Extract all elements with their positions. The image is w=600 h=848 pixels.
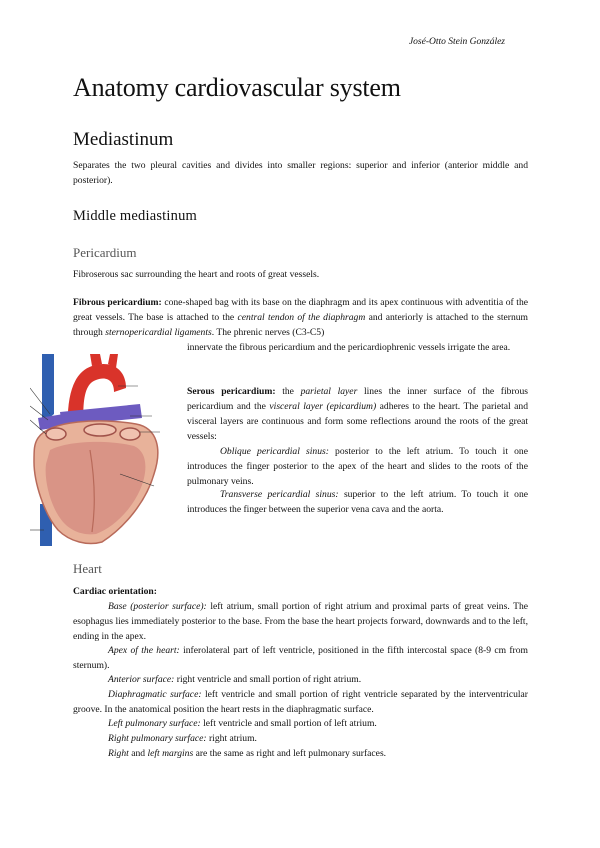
fibrous-text-d: sternopericardial ligaments	[105, 327, 212, 338]
aorta-branch	[90, 354, 102, 366]
fibrous-continuation: innervate the fibrous pericardium and the pericardiophrenic vessels irrigate the area.	[187, 342, 511, 353]
heart-heading: Heart	[73, 561, 102, 576]
fibrous-text-a: cone-shaped bag with its base on the diaphragm and its apex continuous with adventitia of the great vessels. The base is attached to the	[73, 297, 528, 323]
margins-c: left margins	[147, 748, 194, 759]
transverse-text: superior to the left atrium. To touch it one introduces the finger between the superior vena cava and the aorta.	[187, 489, 529, 515]
sinus-loop-3	[120, 428, 140, 440]
oblique-text: posterior to the left atrium. To touch it one introduces the finger posterior to the apex of the heart and slides to the roots of the pulmonary veins.	[187, 446, 528, 487]
right-pulmonary-paragraph	[73, 731, 528, 746]
page-title: Anatomy cardiovascular system	[73, 73, 401, 102]
base-text: left atrium, small portion of right atrium and proximal parts of great veins. The esophagus lies immediately posterior to the base. From the base the heart projects forward, downwards and to the left, ending in the apex.	[73, 601, 529, 642]
middle-mediastinum-heading: Middle mediastinum	[73, 208, 198, 224]
mediastinum-text: Separates the two pleural cavities and divides into smaller regions: superior and inferior (anterior middle and posterior).	[73, 160, 528, 186]
transverse-label: Transverse pericardial sinus:	[220, 489, 339, 500]
anterior-text: right ventricle and small portion of right atrium.	[174, 674, 362, 685]
apex-text: inferolateral part of left ventricle, positioned in the fifth intercostal space (8-9 cm from sternum).	[73, 645, 529, 671]
mediastinum-heading: Mediastinum	[73, 129, 174, 150]
serous-label: Serous pericardium:	[187, 386, 276, 397]
left-pulmonary-text: left ventricle and small portion of left atrium.	[200, 718, 377, 729]
fibrous-label: Fibrous pericardium:	[73, 297, 162, 308]
diaphragmatic-label: Diaphragmatic surface:	[108, 689, 202, 700]
diaphragmatic-surface-paragraph	[73, 687, 528, 717]
orientation-label-text: Cardiac orientation:	[73, 586, 157, 597]
right-pulmonary-label: Right pulmonary surface:	[108, 733, 207, 744]
margins-paragraph	[73, 746, 528, 761]
apex-label: Apex of the heart:	[108, 645, 180, 656]
cardiac-orientation-label	[73, 584, 528, 599]
serous-pericardium-paragraph	[187, 384, 528, 444]
diaphragmatic-text: left ventricle and small portion of right ventricle separated by the interventricular groove. In the anatomical position the heart rests in the diaphragmatic surface.	[73, 689, 529, 715]
superior-vena-cava	[42, 354, 54, 424]
fibrous-pericardium-paragraph	[73, 295, 528, 340]
pericardium-intro: Fibroserous sac surrounding the heart and roots of great vessels.	[73, 269, 320, 280]
base-label: Base (posterior surface):	[108, 601, 207, 612]
fibrous-text-e: . The phrenic nerves (C3-C5)	[211, 327, 325, 338]
serous-text-a: the	[275, 386, 301, 397]
serous-text-d: visceral layer (epicardium)	[269, 401, 377, 412]
base-paragraph	[73, 599, 528, 644]
margins-b: and	[128, 748, 148, 759]
author-name: José-Otto Stein González	[408, 37, 505, 47]
fibrous-text-b: central tendon of the diaphragm	[237, 312, 366, 323]
oblique-sinus-paragraph	[187, 444, 528, 489]
fibrous-text-c: and anteriorly is attached to the sternum through	[73, 312, 528, 338]
margins-a: Right	[108, 748, 129, 759]
pericardium-heading: Pericardium	[73, 245, 137, 260]
serous-text-b: parietal layer	[300, 386, 358, 397]
sinus-loop-2	[84, 424, 116, 436]
left-pulmonary-paragraph	[73, 716, 528, 731]
serous-text-e: adheres to the heart. The parietal and visceral layers are continuous and form some reflections around the roots of the great vessels:	[187, 401, 529, 442]
serous-text-c: lines the inner surface of the fibrous pericardium and the	[187, 386, 528, 412]
anterior-surface-paragraph	[73, 672, 528, 687]
margins-d: are the same as right and left pulmonary surfaces.	[193, 748, 387, 759]
apex-paragraph	[73, 643, 528, 673]
right-pulmonary-text: right atrium.	[206, 733, 257, 744]
heart-illustration	[30, 354, 180, 546]
transverse-sinus-paragraph	[187, 487, 528, 517]
oblique-label: Oblique pericardial sinus:	[220, 446, 329, 457]
anterior-label: Anterior surface:	[108, 674, 175, 685]
sinus-loop-1	[46, 428, 66, 440]
left-pulmonary-label: Left pulmonary surface:	[108, 718, 201, 729]
